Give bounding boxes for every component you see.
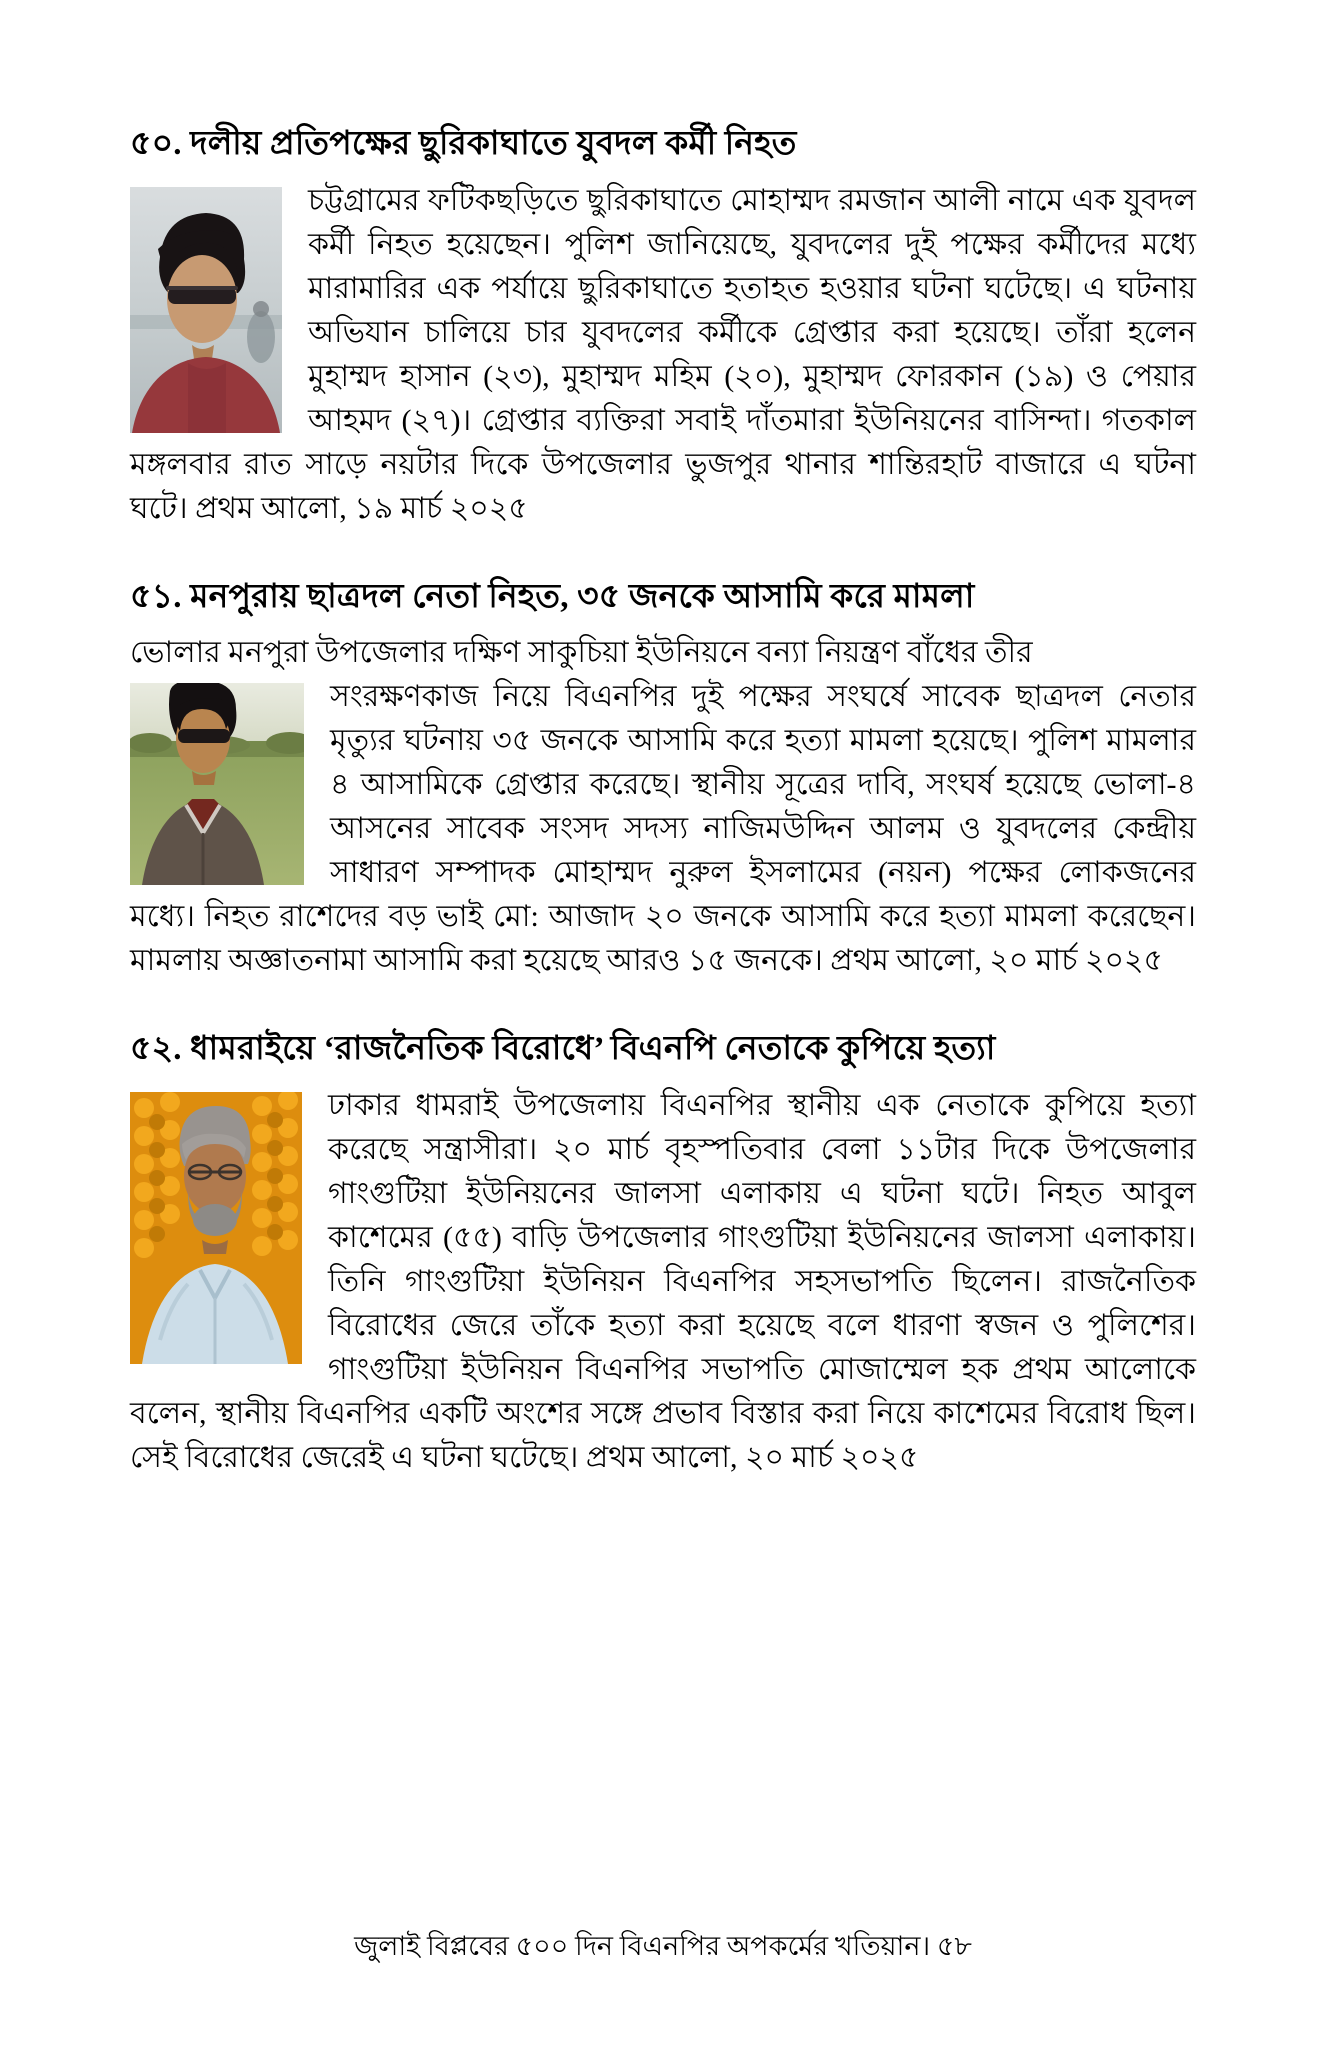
- news-item-51-body-text: সংরক্ষণকাজ নিয়ে বিএনপির দুই পক্ষের সংঘর্ষে সাবেক ছাত্রদল নেতার মৃত্যুর ঘটনায় ৩৫ জনকে আসামি করে হত্যা মামলা হয়েছে। পুলিশ মামলার ৪ আসামিকে গ্রেপ্তার করেছে। স্থানীয় সূত্রের দাবি, সংঘর্ষ হয়েছে ভোলা-৪ আসনের সাবেক সংসদ সদস্য নাজিমউদ্দিন আলম ও যুবদলের কেন্দ্রীয় সাধারণ সম্পাদক মোহাম্মদ নুরুল ইসলামের (নয়ন) পক্ষের লোকজনের মধ্যে। নিহত রাশেদের বড় ভাই মো: আজাদ ২০ জনকে আসামি করে হত্যা মামলা করেছেন। মামলায় অজ্ঞাতনামা আসামি করা হয়েছে আরও ১৫ জনকে। প্রথম আলো, ২০ মার্চ ২০২৫: [130, 680, 1196, 978]
- victim-photo-50-illustration: [130, 187, 282, 433]
- news-item-52: [130, 1027, 1196, 1480]
- news-item-51: [130, 575, 1196, 984]
- victim-photo-52-illustration: [130, 1092, 302, 1364]
- news-item-50-heading: ৫০. দলীয় প্রতিপক্ষের ছুরিকাঘাতে যুবদল কর্মী নিহত: [130, 126, 797, 162]
- news-item-51-lead: ভোলার মনপুরা উপজেলার দক্ষিণ সাকুচিয়া ইউনিয়নে বন্যা নিয়ন্ত্রণ বাঁধের তীর: [130, 636, 1033, 670]
- news-item-51-paragraph: [130, 675, 1196, 983]
- page-content: [130, 122, 1196, 1524]
- news-item-50-body-text: চট্টগ্রামের ফটিকছড়িতে ছুরিকাঘাতে মোহাম্মদ রমজান আলী নামে এক যুবদল কর্মী নিহত হয়েছেন। পুলিশ জানিয়েছে, যুবদলের দুই পক্ষের কর্মীদের মধ্যে মারামারির এক পর্যায়ে ছুরিকাঘাতে হতাহত হওয়ার ঘটনা ঘটেছে। এ ঘটনায় অভিযান চালিয়ে চার যুবদলের কর্মীকে গ্রেপ্তার করা হয়েছে। তাঁরা হলেন মুহাম্মদ হাসান (২৩), মুহাম্মদ মহিম (২০), মুহাম্মদ ফোরকান (১৯) ও পেয়ার আহমদ (২৭)। গ্রেপ্তার ব্যক্তিরা সবাই দাঁতমারা ইউনিয়নের বাসিন্দা। গতকাল মঙ্গলবার রাত সাড়ে নয়টার দিকে উপজেলার ভুজপুর থানার শান্তিরহাট বাজারে এ ঘটনা ঘটে। প্রথম আলো, ১৯ মার্চ ২০২৫: [130, 183, 1196, 525]
- page-footer-text: জুলাই বিপ্লবের ৫০০ দিন বিএনপির অপকর্মের খতিয়ান। ৫৮: [354, 1931, 972, 1961]
- news-item-52-body-text: ঢাকার ধামরাই উপজেলায় বিএনপির স্থানীয় এক নেতাকে কুপিয়ে হত্যা করেছে সন্ত্রাসীরা। ২০ মার্চ বৃহস্পতিবার বেলা ১১টার দিকে উপজেলার গাংগুটিয়া ইউনিয়নের জালসা এলাকায় এ ঘটনা ঘটে। নিহত আবুল কাশেমের (৫৫) বাড়ি উপজেলার গাংগুটিয়া ইউনিয়নের জালসা এলাকায়। তিনি গাংগুটিয়া ইউনিয়ন বিএনপির সহসভাপতি ছিলেন। রাজনৈতিক বিরোধের জেরে তাঁকে হত্যা করা হয়েছে বলে ধারণা স্বজন ও পুলিশের। গাংগুটিয়া ইউনিয়ন বিএনপির সভাপতি মোজাম্মেল হক প্রথম আলোকে বলেন, স্থানীয় বিএনপির একটি অংশের সঙ্গে প্রভাব বিস্তার করা নিয়ে কাশেমের বিরোধ ছিল। সেই বিরোধের জেরেই এ ঘটনা ঘটেছে। প্রথম আলো, ২০ মার্চ ২০২৫: [130, 1088, 1196, 1474]
- victim-photo-51-illustration: [130, 683, 304, 885]
- victim-photo-51: [130, 683, 304, 885]
- news-item-50: [130, 122, 1196, 531]
- news-item-50-paragraph: [130, 179, 1196, 531]
- victim-photo-50: [130, 187, 282, 433]
- page-footer: [0, 1926, 1326, 1971]
- news-item-52-heading: ৫২. ধামরাইয়ে ‘রাজনৈতিক বিরোধে’ বিএনপি নেতাকে কুপিয়ে হত্যা: [130, 1031, 996, 1068]
- victim-photo-52: [130, 1092, 302, 1364]
- news-item-52-paragraph: [130, 1084, 1196, 1480]
- news-item-51-heading: ৫১. মনপুরায় ছাত্রদল নেতা নিহত, ৩৫ জনকে আসামি করে মামলা: [130, 578, 975, 615]
